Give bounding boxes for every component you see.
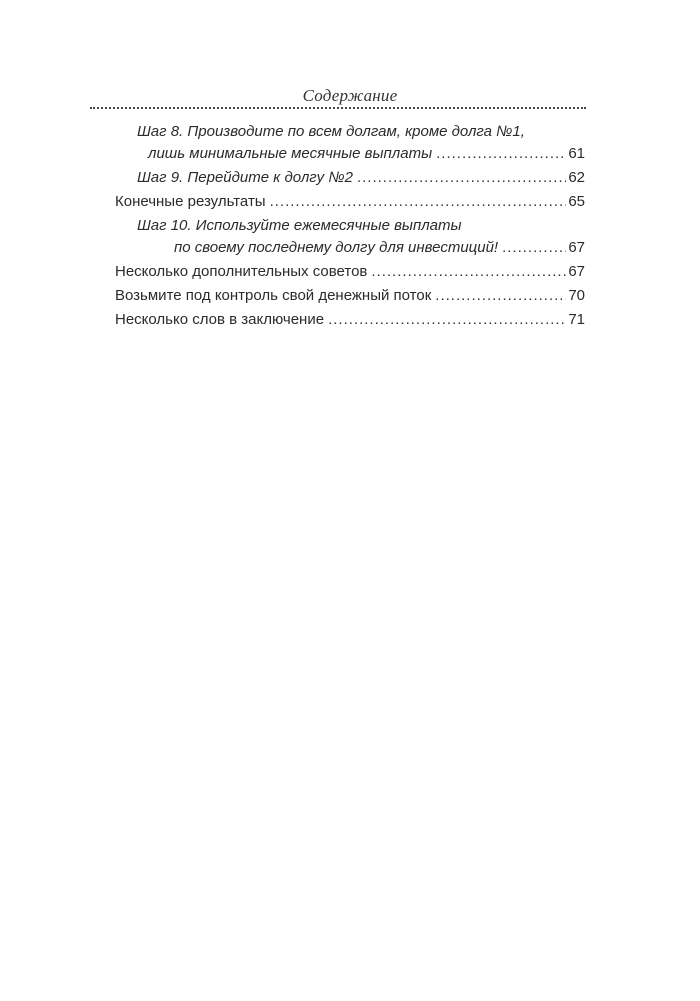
toc-page-number: 67 <box>568 263 585 280</box>
table-of-contents <box>115 121 585 331</box>
toc-entry-title: Возьмите под контроль свой денежный поток <box>115 287 432 304</box>
toc-page-number: 62 <box>568 169 585 186</box>
toc-entry-title-line-1: Шаг 8. Производите по всем долгам, кроме долга №1, <box>137 123 525 140</box>
toc-entry-title: Несколько дополнительных советов <box>115 263 368 280</box>
toc-entry-conclusion[interactable] <box>115 309 585 331</box>
dot-leader <box>270 191 567 213</box>
toc-entry-step-9[interactable] <box>115 167 585 189</box>
toc-page-number: 71 <box>568 311 585 328</box>
running-head: Содержание <box>302 86 398 105</box>
toc-entry-final-results[interactable] <box>115 191 585 213</box>
toc-entry-title: Конечные результаты <box>115 193 266 210</box>
toc-entry-title-line-2: лишь минимальные месячные выплаты <box>148 145 433 162</box>
toc-page-number: 65 <box>568 193 585 210</box>
header-dotted-rule <box>90 107 586 109</box>
toc-page-number: 67 <box>568 239 585 256</box>
dot-leader <box>435 285 566 307</box>
dot-leader <box>436 143 566 165</box>
toc-entry-title: Шаг 9. Перейдите к долгу №2 <box>137 169 353 186</box>
toc-entry-step-10[interactable] <box>115 215 585 259</box>
toc-entry-extra-tips[interactable] <box>115 261 585 283</box>
toc-entry-title: Несколько слов в заключение <box>115 311 325 328</box>
dot-leader <box>371 261 566 283</box>
dot-leader <box>502 237 566 259</box>
toc-entry-title-line-1: Шаг 10. Используйте ежемесячные выплаты <box>137 217 462 234</box>
toc-entry-title-line-2: по своему последнему долгу для инвестиций! <box>174 239 499 256</box>
dot-leader <box>328 309 566 331</box>
toc-entry-cash-flow[interactable] <box>115 285 585 307</box>
toc-entry-step-8[interactable] <box>115 121 585 165</box>
dot-leader <box>357 167 566 189</box>
toc-page-number: 70 <box>568 287 585 304</box>
toc-page-number: 61 <box>568 145 585 162</box>
